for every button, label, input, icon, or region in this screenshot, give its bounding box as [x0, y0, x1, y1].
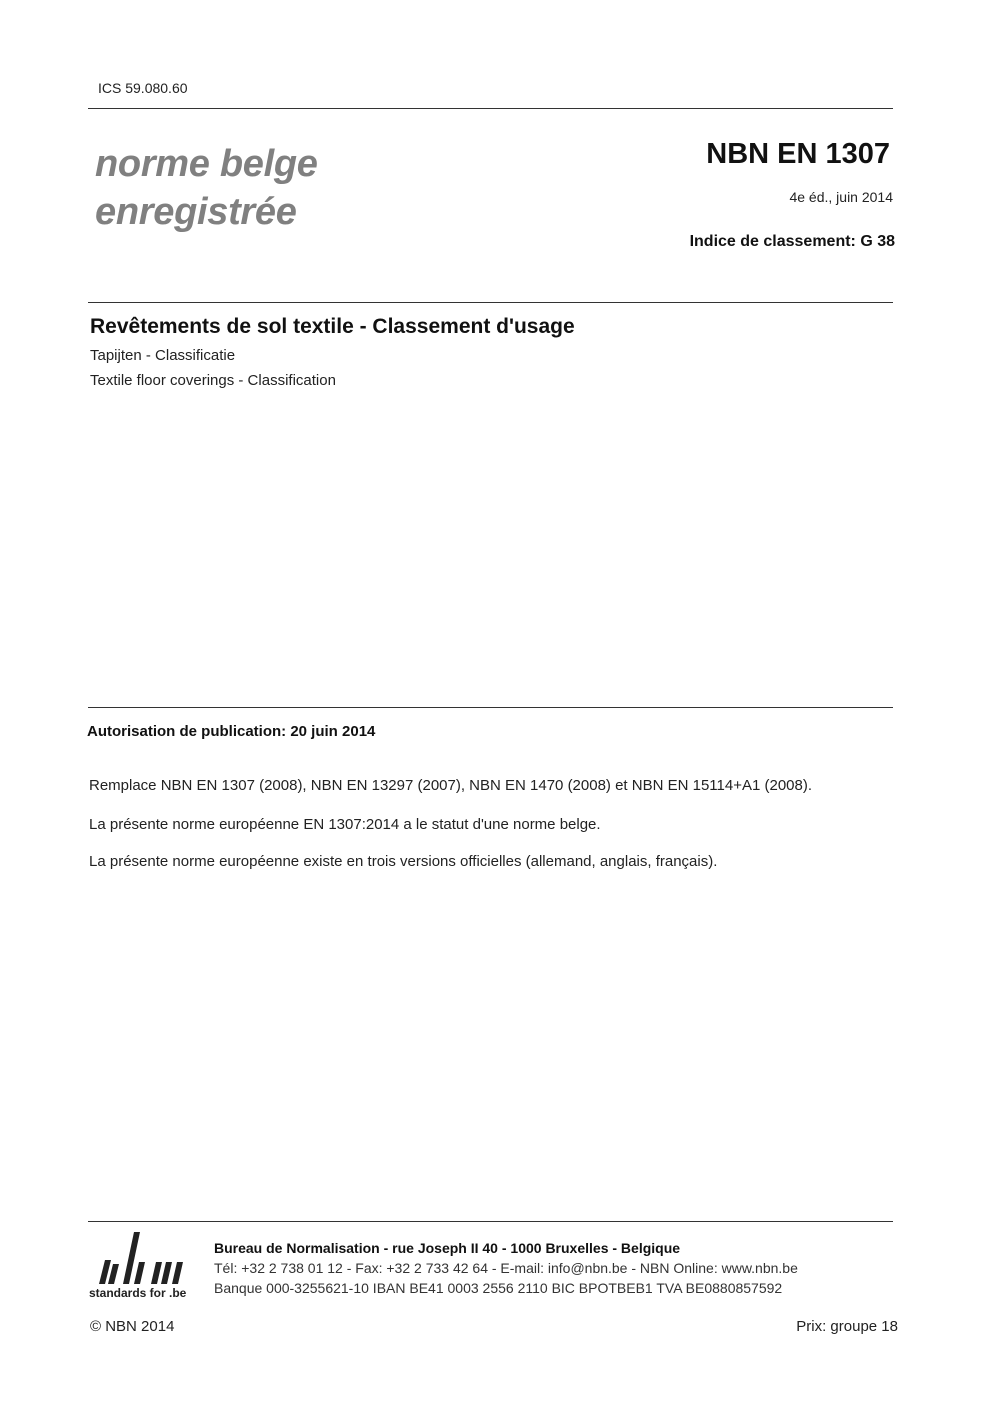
- title-english: Textile floor coverings - Classification: [90, 372, 336, 389]
- price-group: Prix: groupe 18: [796, 1318, 898, 1335]
- versions-statement: La présente norme européenne existe en trois versions officielles (allemand, anglais, français).: [89, 853, 718, 870]
- norm-type-line-2: enregistrée: [95, 191, 297, 233]
- copyright: © NBN 2014: [90, 1318, 175, 1335]
- status-statement: La présente norme européenne EN 1307:2014 a le statut d'une norme belge.: [89, 816, 601, 833]
- norm-type-line-1: norme belge: [95, 143, 318, 185]
- replaces-statement: Remplace NBN EN 1307 (2008), NBN EN 13297 (2007), NBN EN 1470 (2008) et NBN EN 15114+A1 (2008).: [89, 777, 813, 794]
- bank-details: Banque 000-3255621-10 IBAN BE41 0003 2556 2110 BIC BPOTBEB1 TVA BE0880857592: [214, 1280, 783, 1296]
- header-rule: [88, 108, 893, 109]
- publication-rule: [88, 707, 893, 708]
- edition-date: 4e éd., juin 2014: [789, 189, 893, 205]
- ics-code: ICS 59.080.60: [98, 80, 188, 96]
- nbn-logo-mark: [89, 1228, 199, 1286]
- bureau-address: Bureau de Normalisation - rue Joseph II 40 - 1000 Bruxelles - Belgique: [214, 1240, 681, 1256]
- nbn-logo: [89, 1228, 199, 1306]
- publication-authorisation: Autorisation de publication: 20 juin 2014: [87, 723, 376, 740]
- footer-rule: [88, 1221, 893, 1222]
- norm-type-label: [95, 140, 318, 236]
- title-rule: [88, 302, 893, 303]
- logo-tagline: standards for .be: [89, 1286, 187, 1300]
- contact-details: Tél: +32 2 738 01 12 - Fax: +32 2 733 42 64 - E-mail: info@nbn.be - NBN Online: www.nbn.be: [214, 1260, 798, 1276]
- title-dutch: Tapijten - Classificatie: [90, 347, 236, 364]
- title-french: Revêtements de sol textile - Classement d'usage: [90, 315, 575, 338]
- classification-index: Indice de classement: G 38: [689, 233, 895, 250]
- standard-number: NBN EN 1307: [706, 138, 890, 170]
